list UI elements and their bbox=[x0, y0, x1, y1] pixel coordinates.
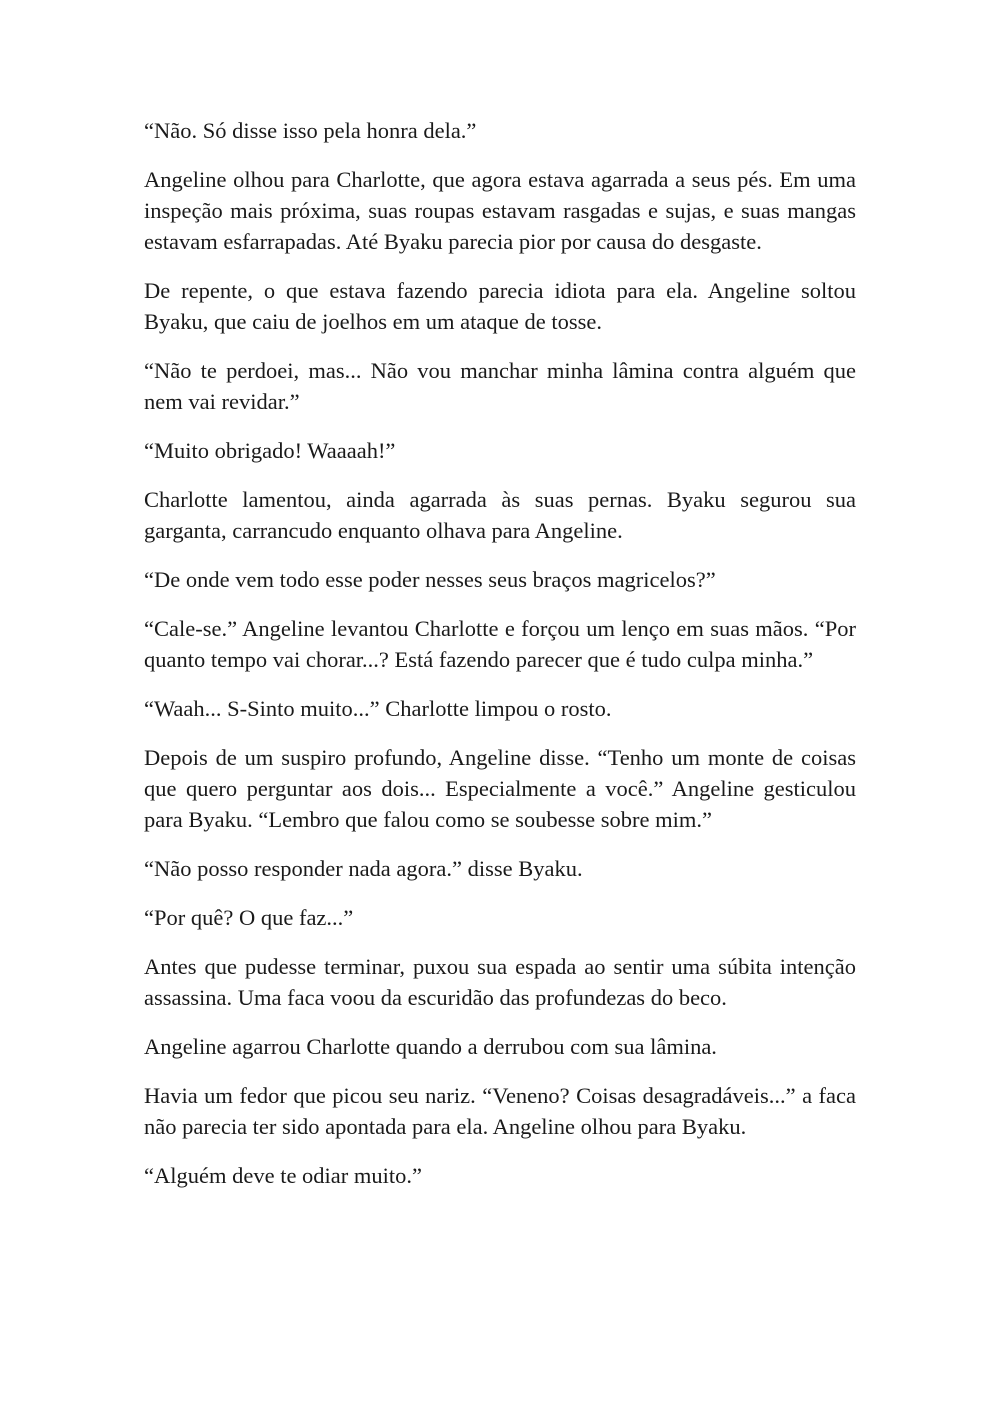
paragraph: “Muito obrigado! Waaaah!” bbox=[144, 438, 396, 463]
paragraph: “Não posso responder nada agora.” disse Byaku. bbox=[144, 856, 583, 881]
paragraph: Havia um fedor que picou seu nariz. “Veneno? Coisas desagradáveis...” a faca não parecia ter sido apontada para ela. Angeline olhou para Byaku. bbox=[144, 1083, 856, 1139]
paragraph: “Não. Só disse isso pela honra dela.” bbox=[144, 118, 477, 143]
paragraph: Depois de um suspiro profundo, Angeline disse. “Tenho um monte de coisas que quero perguntar aos dois... Especialmente a você.” Angeline gesticulou para Byaku. “Lembro que falou como se soubesse sobre mim.” bbox=[144, 745, 856, 832]
paragraph: Charlotte lamentou, ainda agarrada às suas pernas. Byaku segurou sua garganta, carrancudo enquanto olhava para Angeline. bbox=[144, 487, 856, 543]
paragraph: “Alguém deve te odiar muito.” bbox=[144, 1163, 423, 1188]
paragraph: Angeline olhou para Charlotte, que agora estava agarrada a seus pés. Em uma inspeção mais próxima, suas roupas estavam rasgadas e sujas, e suas mangas estavam esfarrapadas. Até Byaku parecia pior por causa do desgaste. bbox=[144, 167, 856, 254]
paragraph: De repente, o que estava fazendo parecia idiota para ela. Angeline soltou Byaku, que caiu de joelhos em um ataque de tosse. bbox=[144, 278, 856, 334]
paragraph: “De onde vem todo esse poder nesses seus braços magricelos?” bbox=[144, 567, 716, 592]
paragraph: “Por quê? O que faz...” bbox=[144, 905, 354, 930]
paragraph: Antes que pudesse terminar, puxou sua espada ao sentir uma súbita intenção assassina. Uma faca voou da escuridão das profundezas do beco. bbox=[144, 954, 856, 1010]
paragraph: Angeline agarrou Charlotte quando a derrubou com sua lâmina. bbox=[144, 1034, 717, 1059]
body-text bbox=[144, 115, 856, 1209]
paragraph: “Não te perdoei, mas... Não vou manchar minha lâmina contra alguém que nem vai revidar.” bbox=[144, 358, 856, 414]
paragraph: “Cale-se.” Angeline levantou Charlotte e forçou um lenço em suas mãos. “Por quanto tempo vai chorar...? Está fazendo parecer que é tudo culpa minha.” bbox=[144, 616, 856, 672]
paragraph: “Waah... S-Sinto muito...” Charlotte limpou o rosto. bbox=[144, 696, 612, 721]
